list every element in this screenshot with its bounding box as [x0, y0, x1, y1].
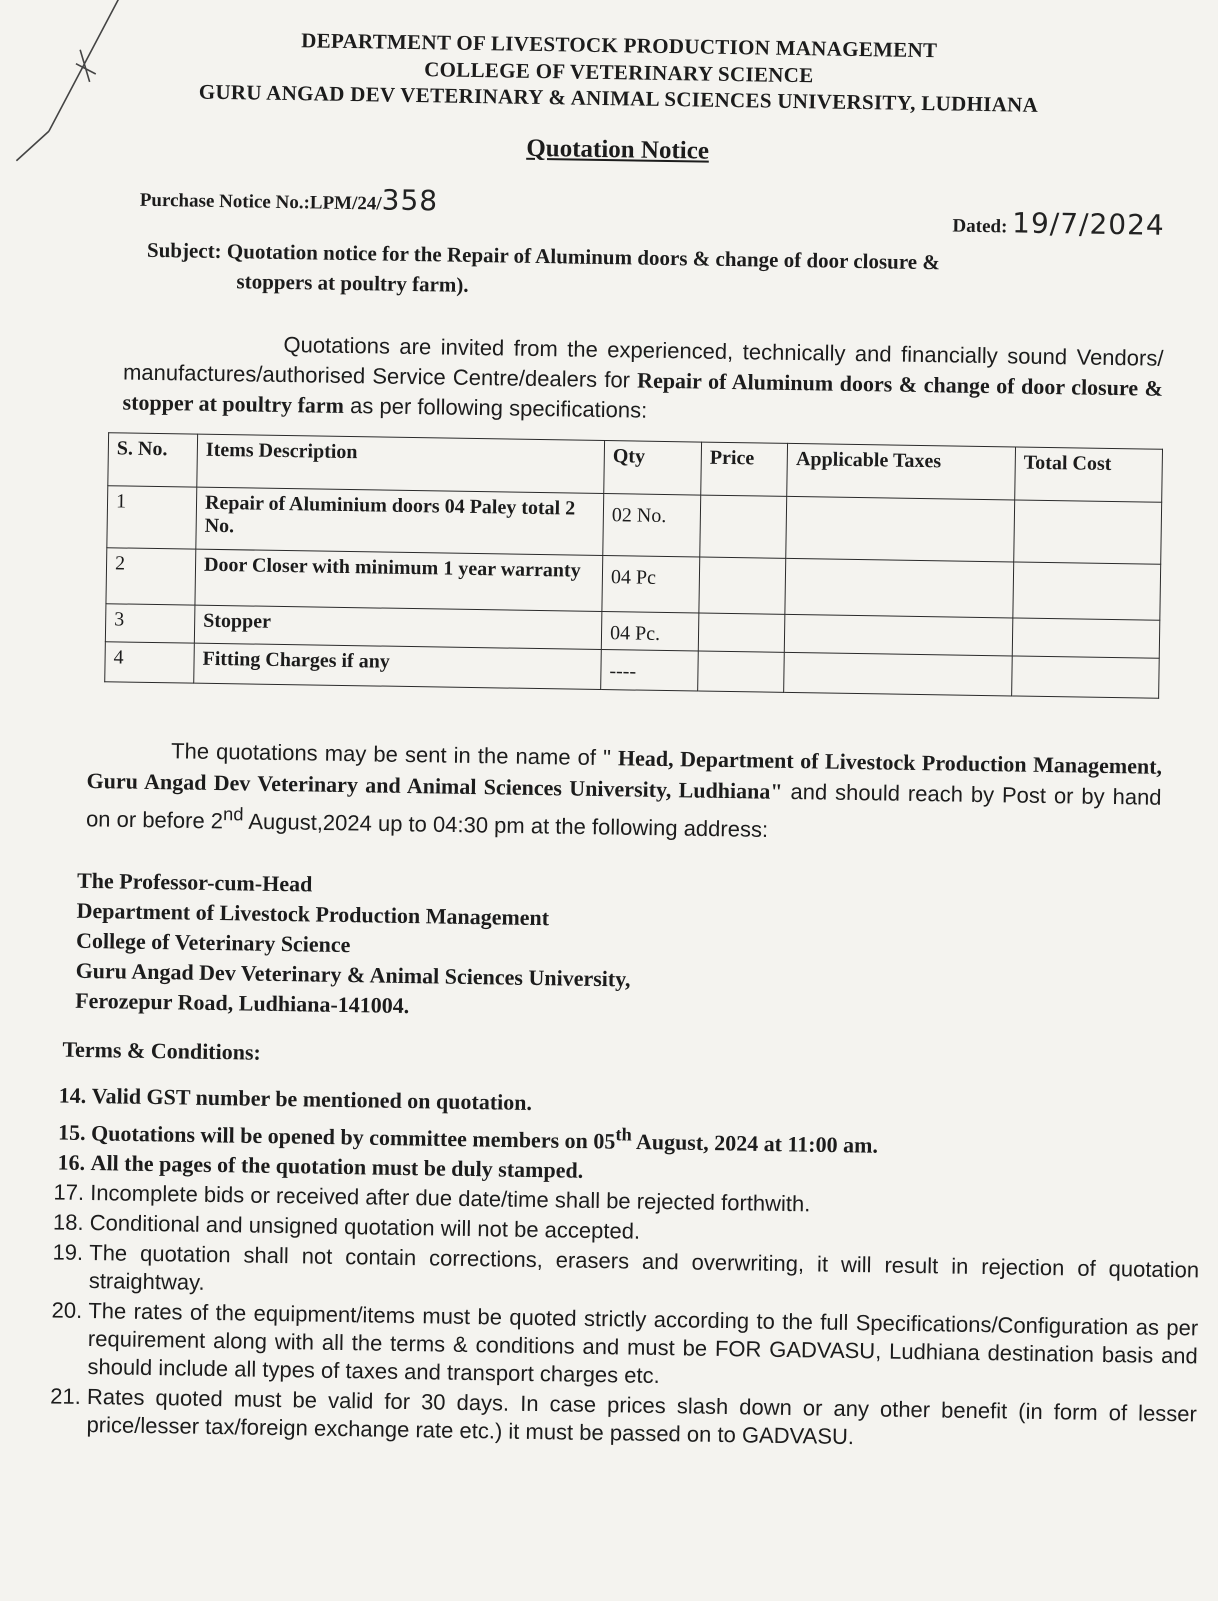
- col-header-total: Total Cost: [1015, 447, 1163, 502]
- dated-label: Dated:: [952, 215, 1008, 238]
- subject: [146, 235, 1147, 311]
- dated-handwritten-value: 19/7/2024: [1011, 206, 1166, 242]
- para2-text-3: August,2024 up to 04:30 pm at the following address:: [243, 808, 769, 842]
- cell-taxes: [786, 496, 1015, 562]
- cell-total: [1014, 500, 1162, 564]
- col-header-sno: S. No.: [108, 433, 198, 487]
- cell-taxes: [785, 614, 1013, 656]
- purchase-notice-label: Purchase Notice No.:LPM/24/: [139, 189, 382, 215]
- term-text: Quotations will be opened by committee members on 05: [90, 1120, 616, 1154]
- term-text: The quotation shall not contain corrections, erasers and overwriting, it will result in rejection of quotation straightway.: [88, 1240, 1200, 1296]
- term-text: Conditional and unsigned quotation will not be accepted.: [89, 1210, 641, 1245]
- col-header-qty: Qty: [604, 441, 702, 496]
- intro-bold: Repair of Aluminum doors & change of door closure & stopper at poultry farm: [122, 367, 1164, 418]
- cell-description: Stopper: [194, 605, 602, 649]
- cell-qty: 04 Pc.: [601, 612, 699, 652]
- address-line: College of Veterinary Science: [75, 927, 351, 958]
- cell-total: [1012, 618, 1160, 658]
- term-text: Rates quoted must be valid for 30 days. In case prices slash down or any other benefit (in form of lesser price/lesser tax/foreign exchange rate etc.) it must be passed on to GADVASU.: [86, 1384, 1198, 1450]
- subject-line-2: stoppers at poultry farm).: [236, 269, 469, 297]
- intro-text-1: Quotations are invited from the experienced, technically and financially sound Vendors/ manufactures/authorised Service Centre/dealers for: [122, 331, 1164, 393]
- address-line: Ferozepur Road, Ludhiana-141004.: [75, 987, 410, 1019]
- cell-total: [1013, 562, 1161, 620]
- cell-price: [700, 495, 787, 558]
- subject-line-1: Subject: Quotation notice for the Repair of Aluminum doors & change of door closure &: [146, 237, 941, 275]
- header-college: COLLEGE OF VETERINARY SCIENCE: [424, 57, 814, 88]
- header-university: GURU ANGAD DEV VETERINARY & ANIMAL SCIENCES UNIVERSITY, LUDHIANA: [198, 79, 1039, 117]
- cell-price: [698, 613, 785, 652]
- purchase-notice-number: [140, 180, 439, 218]
- cell-total: [1012, 656, 1160, 698]
- cell-price: [699, 557, 786, 614]
- cell-sno: 2: [106, 548, 196, 605]
- intro-text-2: as per following specifications:: [343, 392, 648, 423]
- cell-qty: 04 Pc: [602, 556, 700, 614]
- purchase-notice-handwritten-number: 358: [381, 183, 439, 218]
- cell-sno: 3: [105, 604, 195, 643]
- term-sup: th: [615, 1124, 632, 1145]
- terms-list: [48, 1081, 1202, 1458]
- address-line: Department of Livestock Production Management: [76, 897, 550, 931]
- dated: [952, 205, 1165, 241]
- term-text: All the pages of the quotation must be duly stamped.: [90, 1150, 584, 1184]
- cell-description: Repair of Aluminium doors 04 Paley total 2 No.: [196, 487, 604, 555]
- cell-sno: 4: [105, 642, 195, 683]
- col-header-price: Price: [701, 442, 788, 496]
- cell-taxes: [785, 558, 1014, 618]
- term-text: Valid GST number be mentioned on quotation.: [91, 1083, 533, 1115]
- para2-text-2: and should reach by Post or by hand on or before 2: [85, 778, 1162, 834]
- cell-price: [698, 651, 785, 692]
- term-text: Incomplete bids or received after due date/time shall be rejected forthwith.: [89, 1180, 811, 1217]
- term-text-after: August, 2024 at 11:00 am.: [631, 1128, 879, 1158]
- header-department: DEPARTMENT OF LIVESTOCK PRODUCTION MANAGEMENT: [301, 28, 938, 63]
- address-line: Guru Angad Dev Veterinary & Animal Sciences University,: [75, 957, 631, 992]
- specification-table: [104, 432, 1163, 699]
- col-header-description: Items Description: [197, 434, 605, 493]
- term-item: [87, 1297, 1198, 1398]
- cell-taxes: [784, 652, 1012, 696]
- term-text: The rates of the equipment/items must be quoted strictly according to the full Specifications/Configuration as per requirement along with all the terms & conditions and must be FOR GADVASU, Ludhiana destination basis and should include all types of taxes and transport charges etc.: [87, 1298, 1199, 1389]
- terms-title: Terms & Conditions:: [62, 1036, 262, 1065]
- address-block: [75, 866, 632, 1025]
- cell-qty: 02 No.: [603, 494, 701, 558]
- cell-description: Door Closer with minimum 1 year warranty: [195, 549, 603, 611]
- para2-sup: nd: [222, 803, 244, 825]
- page-title: Quotation Notice: [526, 134, 710, 165]
- intro-paragraph: [122, 327, 1163, 433]
- address-line: The Professor-cum-Head: [76, 867, 313, 897]
- para2-bold: Head, Department of Livestock Production Management, Guru Angad Dev Veterinary and Animal Sciences University, Ludhiana": [86, 745, 1163, 804]
- submission-paragraph: [86, 734, 1162, 851]
- para2-text-1: The quotations may be sent in the name of ": [170, 738, 619, 771]
- col-header-taxes: Applicable Taxes: [787, 443, 1016, 500]
- cell-description: Fitting Charges if any: [194, 643, 602, 689]
- cell-qty: ----: [601, 650, 699, 692]
- cell-sno: 1: [107, 486, 197, 549]
